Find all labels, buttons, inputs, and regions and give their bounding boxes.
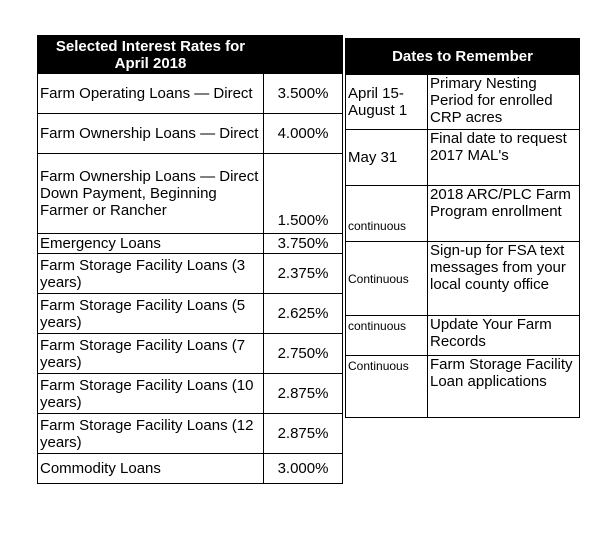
table-row	[346, 242, 580, 316]
table-row	[346, 316, 580, 356]
table-row	[38, 374, 343, 414]
table-row	[38, 74, 343, 114]
table-row	[346, 130, 580, 186]
rates-header-blank	[264, 36, 343, 74]
date-when: Continuous	[346, 242, 428, 316]
date-when: May 31	[346, 130, 428, 186]
date-description: Farm Storage Facility Loan applications	[428, 356, 580, 418]
rates-title	[38, 36, 264, 74]
table-row	[38, 294, 343, 334]
table-row	[38, 454, 343, 484]
loan-name: Farm Storage Facility Loans (12 years)	[38, 414, 264, 454]
dates-header-row	[346, 39, 580, 75]
loan-name: Farm Storage Facility Loans (5 years)	[38, 294, 264, 334]
loan-name: Farm Storage Facility Loans (7 years)	[38, 334, 264, 374]
loan-name: Farm Ownership Loans — Direct	[38, 114, 264, 154]
loan-name: Farm Ownership Loans — Direct Down Payment, Beginning Farmer or Rancher	[38, 154, 264, 234]
rates-title-line1: Selected Interest Rates for	[55, 37, 246, 55]
rates-title-line2: April 2018	[114, 54, 187, 72]
date-description: Final date to request 2017 MAL's	[428, 130, 580, 186]
loan-rate: 3.000%	[264, 454, 343, 484]
interest-rates-table	[37, 35, 343, 484]
table-row	[38, 334, 343, 374]
loan-name: Commodity Loans	[38, 454, 264, 484]
loan-rate: 2.875%	[264, 374, 343, 414]
loan-rate: 4.000%	[264, 114, 343, 154]
rates-header-row	[38, 36, 343, 74]
table-row	[38, 254, 343, 294]
loan-name: Farm Storage Facility Loans (3 years)	[38, 254, 264, 294]
date-when: April 15-August 1	[346, 75, 428, 130]
loan-rate: 2.375%	[264, 254, 343, 294]
date-description: Sign-up for FSA text messages from your local county office	[428, 242, 580, 316]
table-row	[38, 414, 343, 454]
loan-name: Farm Storage Facility Loans (10 years)	[38, 374, 264, 414]
date-description: Primary Nesting Period for enrolled CRP acres	[428, 75, 580, 130]
table-row	[38, 234, 343, 254]
loan-name: Emergency Loans	[38, 234, 264, 254]
date-description: Update Your Farm Records	[428, 316, 580, 356]
dates-title: Dates to Remember	[346, 39, 580, 75]
loan-rate: 2.625%	[264, 294, 343, 334]
loan-rate: 2.875%	[264, 414, 343, 454]
table-row	[346, 186, 580, 242]
dates-to-remember-table	[345, 38, 580, 418]
loan-rate: 3.750%	[264, 234, 343, 254]
table-row	[346, 356, 580, 418]
date-description: 2018 ARC/PLC Farm Program enrollment	[428, 186, 580, 242]
loan-rate: 3.500%	[264, 74, 343, 114]
date-when: continuous	[346, 316, 428, 356]
table-row	[38, 114, 343, 154]
loan-rate: 1.500%	[264, 154, 343, 234]
loan-name: Farm Operating Loans — Direct	[38, 74, 264, 114]
date-when: continuous	[346, 186, 428, 242]
table-row	[346, 75, 580, 130]
table-row	[38, 154, 343, 234]
date-when: Continuous	[346, 356, 428, 418]
loan-rate: 2.750%	[264, 334, 343, 374]
